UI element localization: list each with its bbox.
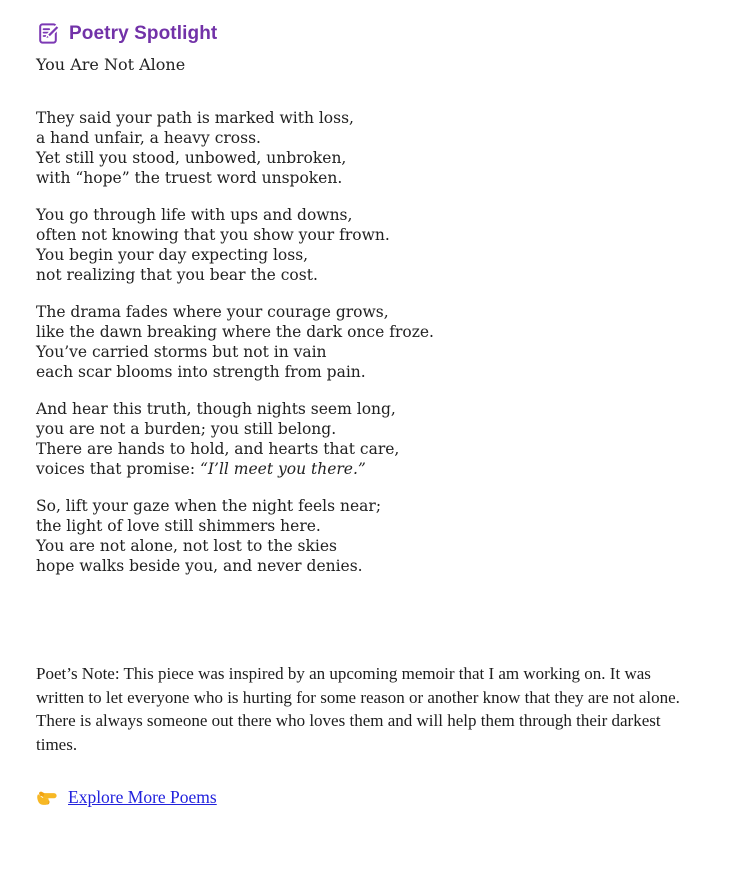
poem-line: So, lift your gaze when the night feels near; [36,497,382,515]
poem-line: often not knowing that you show your frown. [36,226,390,244]
pointing-right-icon [36,789,57,807]
page-title: Poetry Spotlight [69,22,218,44]
poem-line: not realizing that you bear the cost. [36,266,318,284]
poem-line: hope walks beside you, and never denies. [36,557,363,575]
stanza [36,496,709,576]
poem-line: The drama fades where your courage grows, [36,303,389,321]
explore-more-poems-link[interactable]: Explore More Poems [68,787,217,807]
poem-line: each scar blooms into strength from pain. [36,363,366,381]
poem-line: you are not a burden; you still belong. [36,420,337,438]
memo-pencil-icon [37,22,60,45]
poem-line: You’ve carried storms but not in vain [36,343,327,361]
poem-line: And hear this truth, though nights seem long, [36,400,396,418]
poem-line: You go through life with ups and downs, [36,206,353,224]
poem-line: Yet still you stood, unbowed, unbroken, [36,149,347,167]
stanza [36,108,709,188]
poem-line: voices that promise: “I’ll meet you there.” [36,460,366,478]
poem-line: They said your path is marked with loss, [36,109,354,127]
poem-line: a hand unfair, a heavy cross. [36,129,261,147]
footer-link-row [36,787,709,808]
poets-note: Poet’s Note: This piece was inspired by an upcoming memoir that I am working on. It was written to let everyone who is hurting for some reason or another know that they are not alone. There is always someone out there who loves them and will help them through their darkest times. [36,664,680,754]
poem-line: You are not alone, not lost to the skies [36,537,337,555]
poem-line: the light of love still shimmers here. [36,517,321,535]
poem-line: You begin your day expecting loss, [36,246,309,264]
poem-line: like the dawn breaking where the dark once froze. [36,323,434,341]
poem-title: You Are Not Alone [36,55,186,74]
stanza [36,302,709,382]
poem-line: There are hands to hold, and hearts that care, [36,440,400,458]
stanza [36,399,709,479]
poem-line: with “hope” the truest word unspoken. [36,169,343,187]
poem-body [36,108,709,576]
stanza [36,205,709,285]
page-header [37,22,709,45]
